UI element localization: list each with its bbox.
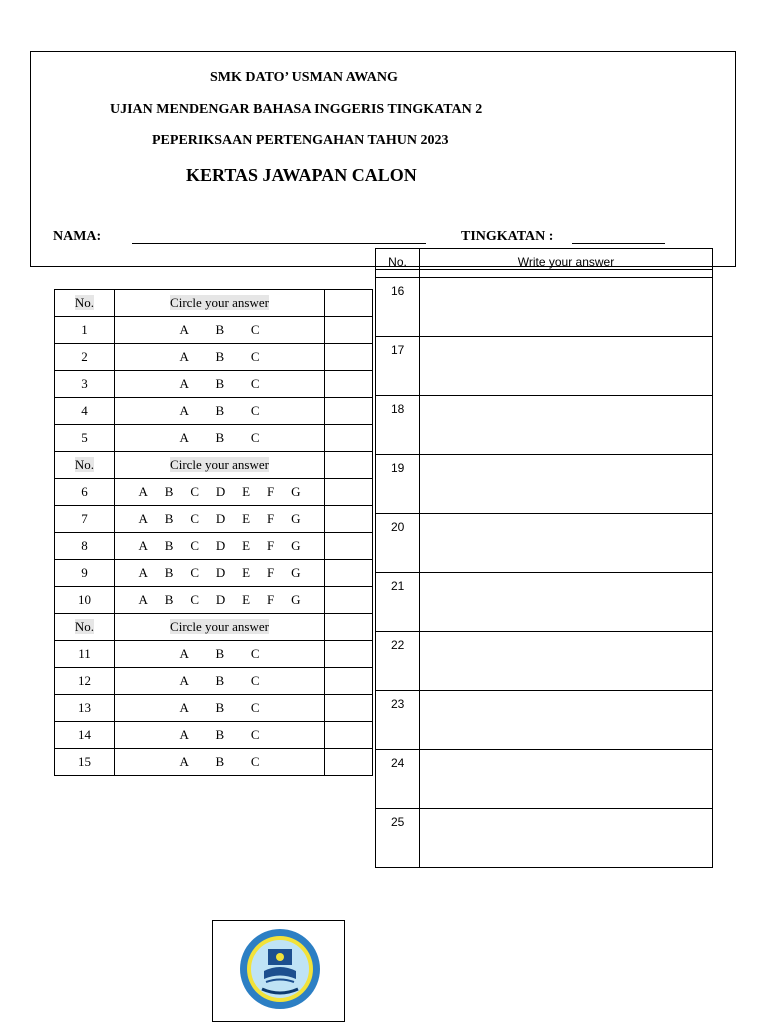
sheet-title: KERTAS JAWAPAN CALON <box>186 165 417 185</box>
question-number: 1 <box>55 317 115 344</box>
answer-option[interactable]: C <box>250 700 260 715</box>
answer-option[interactable]: C <box>250 349 260 364</box>
answer-option[interactable]: B <box>215 673 225 688</box>
answer-option[interactable]: A <box>179 700 189 715</box>
answer-option[interactable]: D <box>215 484 226 499</box>
table-row <box>55 560 373 587</box>
answer-option[interactable]: B <box>215 349 225 364</box>
name-field-line[interactable] <box>132 243 426 244</box>
answer-option[interactable]: C <box>250 430 260 445</box>
blank-cell <box>325 344 373 371</box>
answer-option[interactable]: E <box>242 484 251 499</box>
table-row <box>55 587 373 614</box>
header-circle-answer: Circle your answer <box>170 619 269 634</box>
answer-option[interactable]: G <box>291 484 301 499</box>
question-number: 24 <box>376 750 420 809</box>
answer-option[interactable]: D <box>215 565 226 580</box>
table-row <box>55 371 373 398</box>
answer-option[interactable]: C <box>190 538 199 553</box>
answer-option[interactable]: A <box>138 538 148 553</box>
question-number: 19 <box>376 455 420 514</box>
answer-option[interactable]: F <box>266 565 275 580</box>
answer-writing-space[interactable] <box>420 632 713 691</box>
table-row <box>376 750 713 809</box>
table-header-row <box>376 249 713 270</box>
table-row <box>55 344 373 371</box>
table-row <box>376 278 713 337</box>
blank-cell <box>325 560 373 587</box>
answer-option[interactable]: C <box>190 592 199 607</box>
circle-answer-table <box>54 289 373 776</box>
question-number: 3 <box>55 371 115 398</box>
form-field-line[interactable] <box>572 243 665 244</box>
answer-options <box>115 371 325 398</box>
table-header-row <box>55 614 373 641</box>
answer-option[interactable]: F <box>266 592 275 607</box>
blank-cell <box>325 479 373 506</box>
answer-options <box>115 641 325 668</box>
blank-cell <box>325 290 373 317</box>
answer-option[interactable]: A <box>138 592 148 607</box>
answer-option[interactable]: G <box>291 511 301 526</box>
question-number: 13 <box>55 695 115 722</box>
answer-option[interactable]: D <box>215 538 226 553</box>
answer-option[interactable]: C <box>250 403 260 418</box>
answer-option[interactable]: A <box>138 484 148 499</box>
answer-option[interactable]: B <box>164 565 174 580</box>
question-number: 9 <box>55 560 115 587</box>
question-number: 7 <box>55 506 115 533</box>
question-number: 20 <box>376 514 420 573</box>
blank-cell <box>325 587 373 614</box>
header-no: No. <box>376 249 420 270</box>
table-row <box>55 722 373 749</box>
answer-options <box>115 749 325 776</box>
header-circle-answer: Circle your answer <box>170 457 269 472</box>
answer-writing-space[interactable] <box>420 809 713 868</box>
answer-options <box>115 425 325 452</box>
answer-option[interactable]: B <box>215 322 225 337</box>
answer-option[interactable]: B <box>215 700 225 715</box>
answer-writing-space[interactable] <box>420 455 713 514</box>
header-circle-answer: Circle your answer <box>170 295 269 310</box>
table-row <box>55 398 373 425</box>
blank-cell <box>325 614 373 641</box>
blank-cell <box>325 452 373 479</box>
answer-option[interactable]: A <box>179 754 189 769</box>
table-row <box>376 337 713 396</box>
question-number: 5 <box>55 425 115 452</box>
answer-option[interactable]: B <box>215 754 225 769</box>
answer-option[interactable]: G <box>291 538 301 553</box>
table-row <box>376 691 713 750</box>
table-row <box>55 317 373 344</box>
answer-writing-space[interactable] <box>420 750 713 809</box>
header-no: No. <box>74 457 95 472</box>
answer-option[interactable]: E <box>242 565 251 580</box>
answer-option[interactable]: A <box>138 511 148 526</box>
answer-option[interactable]: A <box>179 349 189 364</box>
answer-options <box>115 344 325 371</box>
answer-option[interactable]: F <box>266 484 275 499</box>
answer-writing-space[interactable] <box>420 278 713 337</box>
table-row <box>55 533 373 560</box>
answer-option[interactable]: B <box>215 403 225 418</box>
question-number: 10 <box>55 587 115 614</box>
blank-cell <box>325 641 373 668</box>
table-row <box>55 749 373 776</box>
table-row <box>376 573 713 632</box>
table-row <box>55 695 373 722</box>
answer-option[interactable]: A <box>179 673 189 688</box>
blank-cell <box>325 398 373 425</box>
blank-cell <box>325 425 373 452</box>
answer-option[interactable]: B <box>164 484 174 499</box>
table-row <box>55 479 373 506</box>
table-row <box>376 632 713 691</box>
table-row <box>376 809 713 868</box>
answer-options <box>115 479 325 506</box>
school-name: SMK DATO’ USMAN AWANG <box>210 70 398 85</box>
answer-option[interactable]: A <box>179 727 189 742</box>
table-row <box>55 668 373 695</box>
name-label: NAMA: <box>53 229 102 244</box>
answer-option[interactable]: E <box>242 511 251 526</box>
table-header-row <box>55 452 373 479</box>
question-number: 2 <box>55 344 115 371</box>
form-label: TINGKATAN : <box>461 229 554 244</box>
answer-writing-space[interactable] <box>420 573 713 632</box>
answer-option[interactable]: G <box>291 592 301 607</box>
answer-option[interactable]: D <box>215 592 226 607</box>
question-number: 8 <box>55 533 115 560</box>
question-number: 23 <box>376 691 420 750</box>
answer-option[interactable]: B <box>215 376 225 391</box>
answer-option[interactable]: C <box>190 565 199 580</box>
question-number: 21 <box>376 573 420 632</box>
header-no: No. <box>74 619 95 634</box>
answer-option[interactable]: B <box>164 538 174 553</box>
answer-options <box>115 587 325 614</box>
answer-option[interactable]: C <box>250 673 260 688</box>
answer-option[interactable]: C <box>250 322 260 337</box>
answer-option[interactable]: A <box>138 565 148 580</box>
question-number: 17 <box>376 337 420 396</box>
answer-option[interactable]: C <box>190 484 199 499</box>
header-write-answer: Write your answer <box>420 249 713 270</box>
exam-title: UJIAN MENDENGAR BAHASA INGGERIS TINGKATAN 2 <box>110 102 483 117</box>
table-row <box>376 396 713 455</box>
answer-options <box>115 506 325 533</box>
table-header-row <box>55 290 373 317</box>
question-number: 22 <box>376 632 420 691</box>
spacer-row <box>376 270 713 278</box>
answer-option[interactable]: E <box>242 592 251 607</box>
answer-option[interactable]: C <box>250 376 260 391</box>
answer-option[interactable]: A <box>179 322 189 337</box>
answer-options <box>115 560 325 587</box>
answer-option[interactable]: B <box>215 646 225 661</box>
answer-writing-space[interactable] <box>420 514 713 573</box>
answer-option[interactable]: B <box>164 592 174 607</box>
answer-option[interactable]: A <box>179 403 189 418</box>
question-number: 11 <box>55 641 115 668</box>
answer-option[interactable]: D <box>215 511 226 526</box>
answer-option[interactable]: C <box>190 511 199 526</box>
answer-option[interactable]: E <box>242 538 251 553</box>
table-row <box>55 506 373 533</box>
answer-option[interactable]: C <box>250 727 260 742</box>
question-number: 25 <box>376 809 420 868</box>
blank-cell <box>325 695 373 722</box>
answer-option[interactable]: F <box>266 538 275 553</box>
header-no: No. <box>74 295 95 310</box>
blank-cell <box>325 668 373 695</box>
answer-option[interactable]: B <box>215 727 225 742</box>
answer-options <box>115 533 325 560</box>
answer-option[interactable]: A <box>179 376 189 391</box>
answer-writing-space[interactable] <box>420 396 713 455</box>
answer-options <box>115 668 325 695</box>
answer-writing-space[interactable] <box>420 337 713 396</box>
spacer-cell <box>420 270 713 278</box>
answer-writing-space[interactable] <box>420 691 713 750</box>
answer-options <box>115 695 325 722</box>
blank-cell <box>325 533 373 560</box>
answer-option[interactable]: A <box>179 646 189 661</box>
blank-cell <box>325 506 373 533</box>
question-number: 6 <box>55 479 115 506</box>
answer-options <box>115 398 325 425</box>
table-row <box>376 455 713 514</box>
table-row <box>376 514 713 573</box>
answer-option[interactable]: F <box>266 511 275 526</box>
question-number: 12 <box>55 668 115 695</box>
answer-option[interactable]: C <box>250 754 260 769</box>
answer-options <box>115 722 325 749</box>
answer-options <box>115 317 325 344</box>
question-number: 4 <box>55 398 115 425</box>
table-row <box>55 641 373 668</box>
exam-session: PEPERIKSAAN PERTENGAHAN TAHUN 2023 <box>152 133 449 148</box>
spacer-cell <box>376 270 420 278</box>
blank-cell <box>325 749 373 776</box>
question-number: 14 <box>55 722 115 749</box>
answer-option[interactable]: G <box>291 565 301 580</box>
answer-option[interactable]: C <box>250 646 260 661</box>
answer-option[interactable]: A <box>179 430 189 445</box>
table-row <box>55 425 373 452</box>
question-number: 15 <box>55 749 115 776</box>
blank-cell <box>325 317 373 344</box>
answer-option[interactable]: B <box>215 430 225 445</box>
blank-cell <box>325 371 373 398</box>
answer-option[interactable]: B <box>164 511 174 526</box>
written-answer-table <box>375 248 713 868</box>
school-logo-icon <box>238 927 322 1011</box>
question-number: 18 <box>376 396 420 455</box>
blank-cell <box>325 722 373 749</box>
question-number: 16 <box>376 278 420 337</box>
